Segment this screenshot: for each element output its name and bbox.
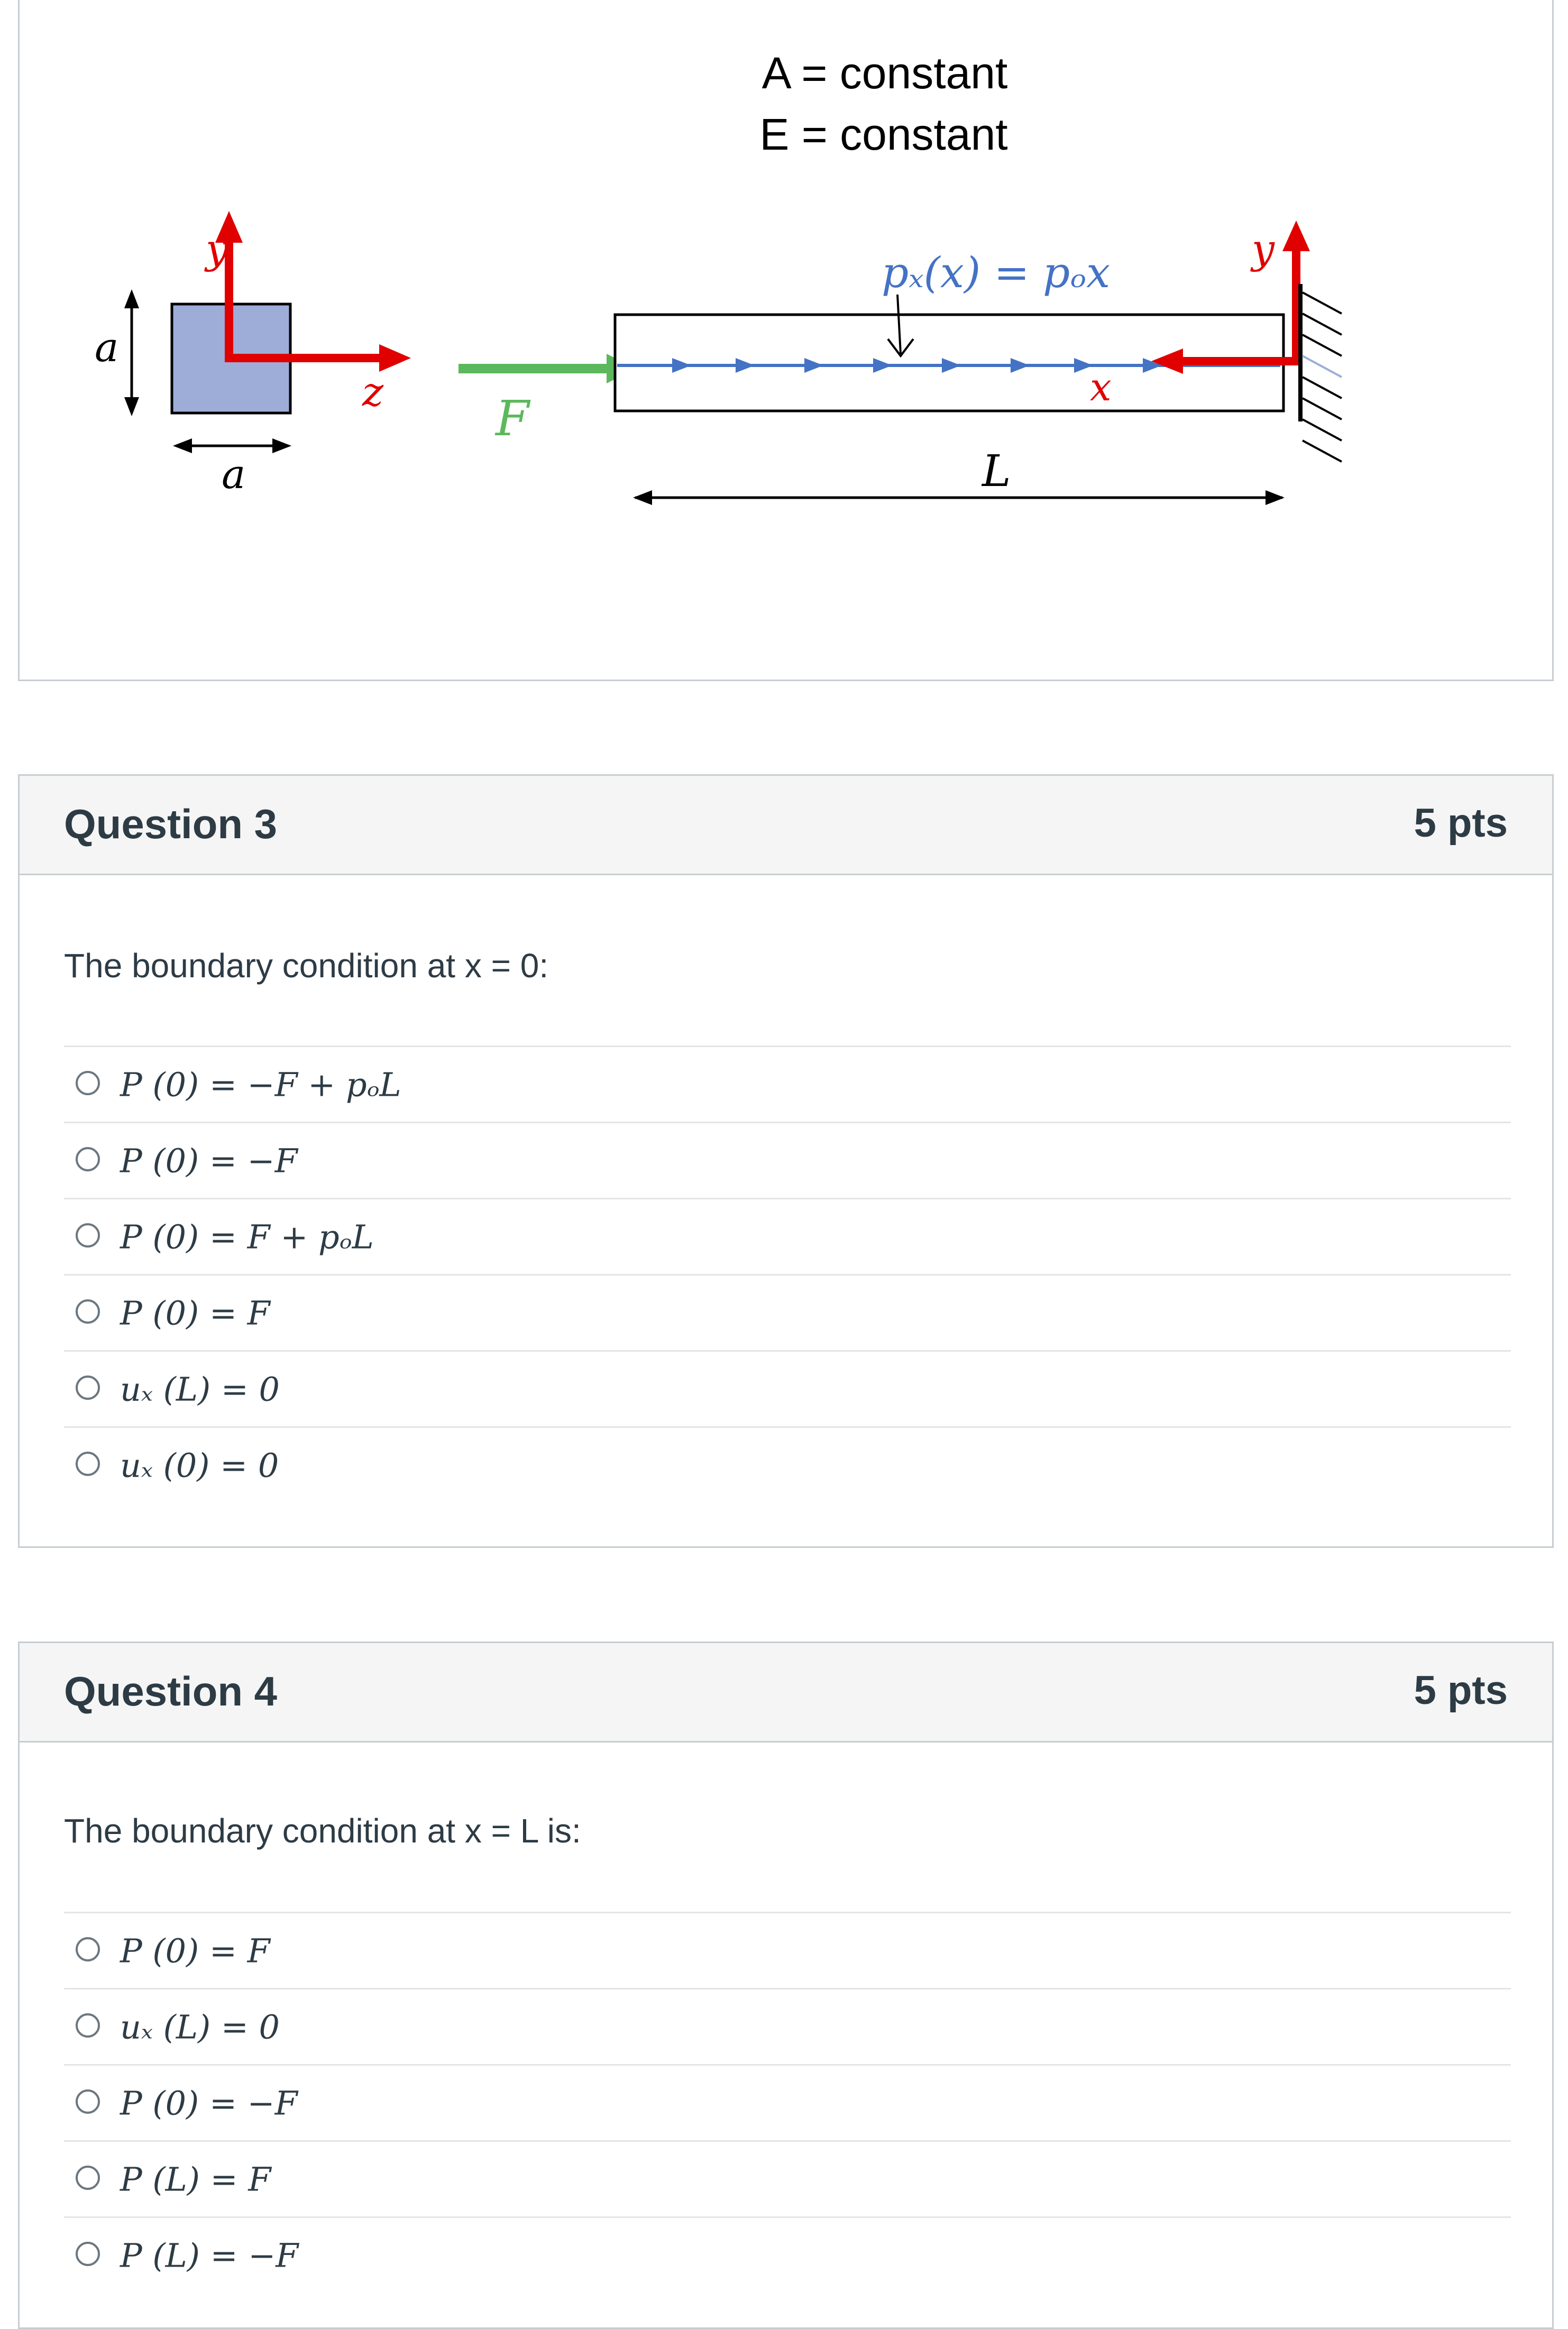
area-constant-label: A = constant bbox=[762, 48, 1008, 98]
question-3-answers bbox=[64, 1046, 1511, 1502]
answer-option[interactable] bbox=[64, 1350, 1511, 1426]
beam-x-label: x bbox=[1090, 365, 1112, 409]
question-3-card bbox=[18, 774, 1554, 1548]
distributed-load-label: pₓ(x) = pₒx bbox=[882, 248, 1111, 297]
section-y-label: y bbox=[206, 225, 228, 272]
radio-button[interactable] bbox=[76, 1147, 100, 1171]
radio-button[interactable] bbox=[76, 2242, 100, 2266]
dim-arrow-right bbox=[272, 438, 291, 453]
beam-y-label: y bbox=[1252, 225, 1274, 272]
question-3-points: 5 pts bbox=[1414, 801, 1508, 846]
answer-label: P (0) = −F bbox=[120, 2084, 298, 2122]
radio-button[interactable] bbox=[76, 1223, 100, 1248]
section-vertical-dim-label: a bbox=[95, 324, 119, 371]
radio-button[interactable] bbox=[76, 1452, 100, 1476]
question-4-header bbox=[20, 1643, 1552, 1743]
radio-button[interactable] bbox=[76, 2013, 100, 2038]
radio-button[interactable] bbox=[76, 1937, 100, 1961]
answer-label: P (0) = F + pₒL bbox=[120, 1217, 374, 1256]
section-z-label: z bbox=[362, 368, 384, 415]
dim-arrow-left bbox=[173, 438, 192, 453]
answer-option[interactable] bbox=[64, 1122, 1511, 1198]
modulus-constant-label: E = constant bbox=[759, 109, 1008, 159]
radio-button[interactable] bbox=[76, 2089, 100, 2114]
wall-hatching bbox=[1303, 292, 1342, 462]
question-4-answers bbox=[64, 1912, 1511, 2293]
answer-label: P (L) = −F bbox=[120, 2236, 299, 2275]
answer-label: P (L) = F bbox=[120, 2160, 271, 2198]
answer-label: P (0) = F bbox=[120, 1931, 270, 1970]
beam-y-arrowhead bbox=[1282, 221, 1310, 251]
answer-label: P (0) = −F + pₒL bbox=[120, 1065, 401, 1104]
radio-button[interactable] bbox=[76, 1071, 100, 1095]
answer-option[interactable] bbox=[64, 2140, 1511, 2216]
question-3-title: Question 3 bbox=[64, 801, 278, 847]
question-4-card bbox=[18, 1642, 1554, 2329]
question-4-title: Question 4 bbox=[64, 1668, 278, 1714]
answer-option[interactable] bbox=[64, 1274, 1511, 1350]
dim-arrow-down bbox=[124, 397, 139, 416]
section-horizontal-dim-label: a bbox=[222, 451, 246, 498]
applied-force-label: F bbox=[496, 390, 529, 447]
answer-label: P (0) = −F bbox=[120, 1141, 298, 1180]
figure-card bbox=[18, 0, 1554, 681]
answer-option[interactable] bbox=[64, 1046, 1511, 1122]
answer-label: P (0) = F bbox=[120, 1294, 270, 1332]
question-4-text: The boundary condition at x = L is: bbox=[64, 1812, 581, 1850]
length-arrow-right bbox=[1266, 490, 1285, 505]
beam-length-label: L bbox=[982, 446, 1011, 497]
answer-option[interactable] bbox=[64, 1912, 1511, 1988]
length-arrow-left bbox=[633, 490, 652, 505]
answer-label: uₓ (L) = 0 bbox=[120, 2007, 280, 2046]
question-3-text: The boundary condition at x = 0: bbox=[64, 947, 549, 985]
radio-button[interactable] bbox=[76, 1299, 100, 1324]
question-4-points: 5 pts bbox=[1414, 1668, 1508, 1713]
beam-diagram bbox=[20, 0, 1555, 683]
answer-option[interactable] bbox=[64, 1426, 1511, 1502]
dim-arrow-up bbox=[124, 289, 139, 308]
answer-label: uₓ (L) = 0 bbox=[120, 1370, 280, 1408]
answer-option[interactable] bbox=[64, 2216, 1511, 2293]
radio-button[interactable] bbox=[76, 2166, 100, 2190]
answer-option[interactable] bbox=[64, 2064, 1511, 2140]
answer-option[interactable] bbox=[64, 1988, 1511, 2064]
answer-option[interactable] bbox=[64, 1198, 1511, 1274]
radio-button[interactable] bbox=[76, 1376, 100, 1400]
answer-label: uₓ (0) = 0 bbox=[120, 1446, 279, 1484]
section-z-arrowhead bbox=[379, 344, 411, 372]
question-3-header bbox=[20, 776, 1552, 875]
